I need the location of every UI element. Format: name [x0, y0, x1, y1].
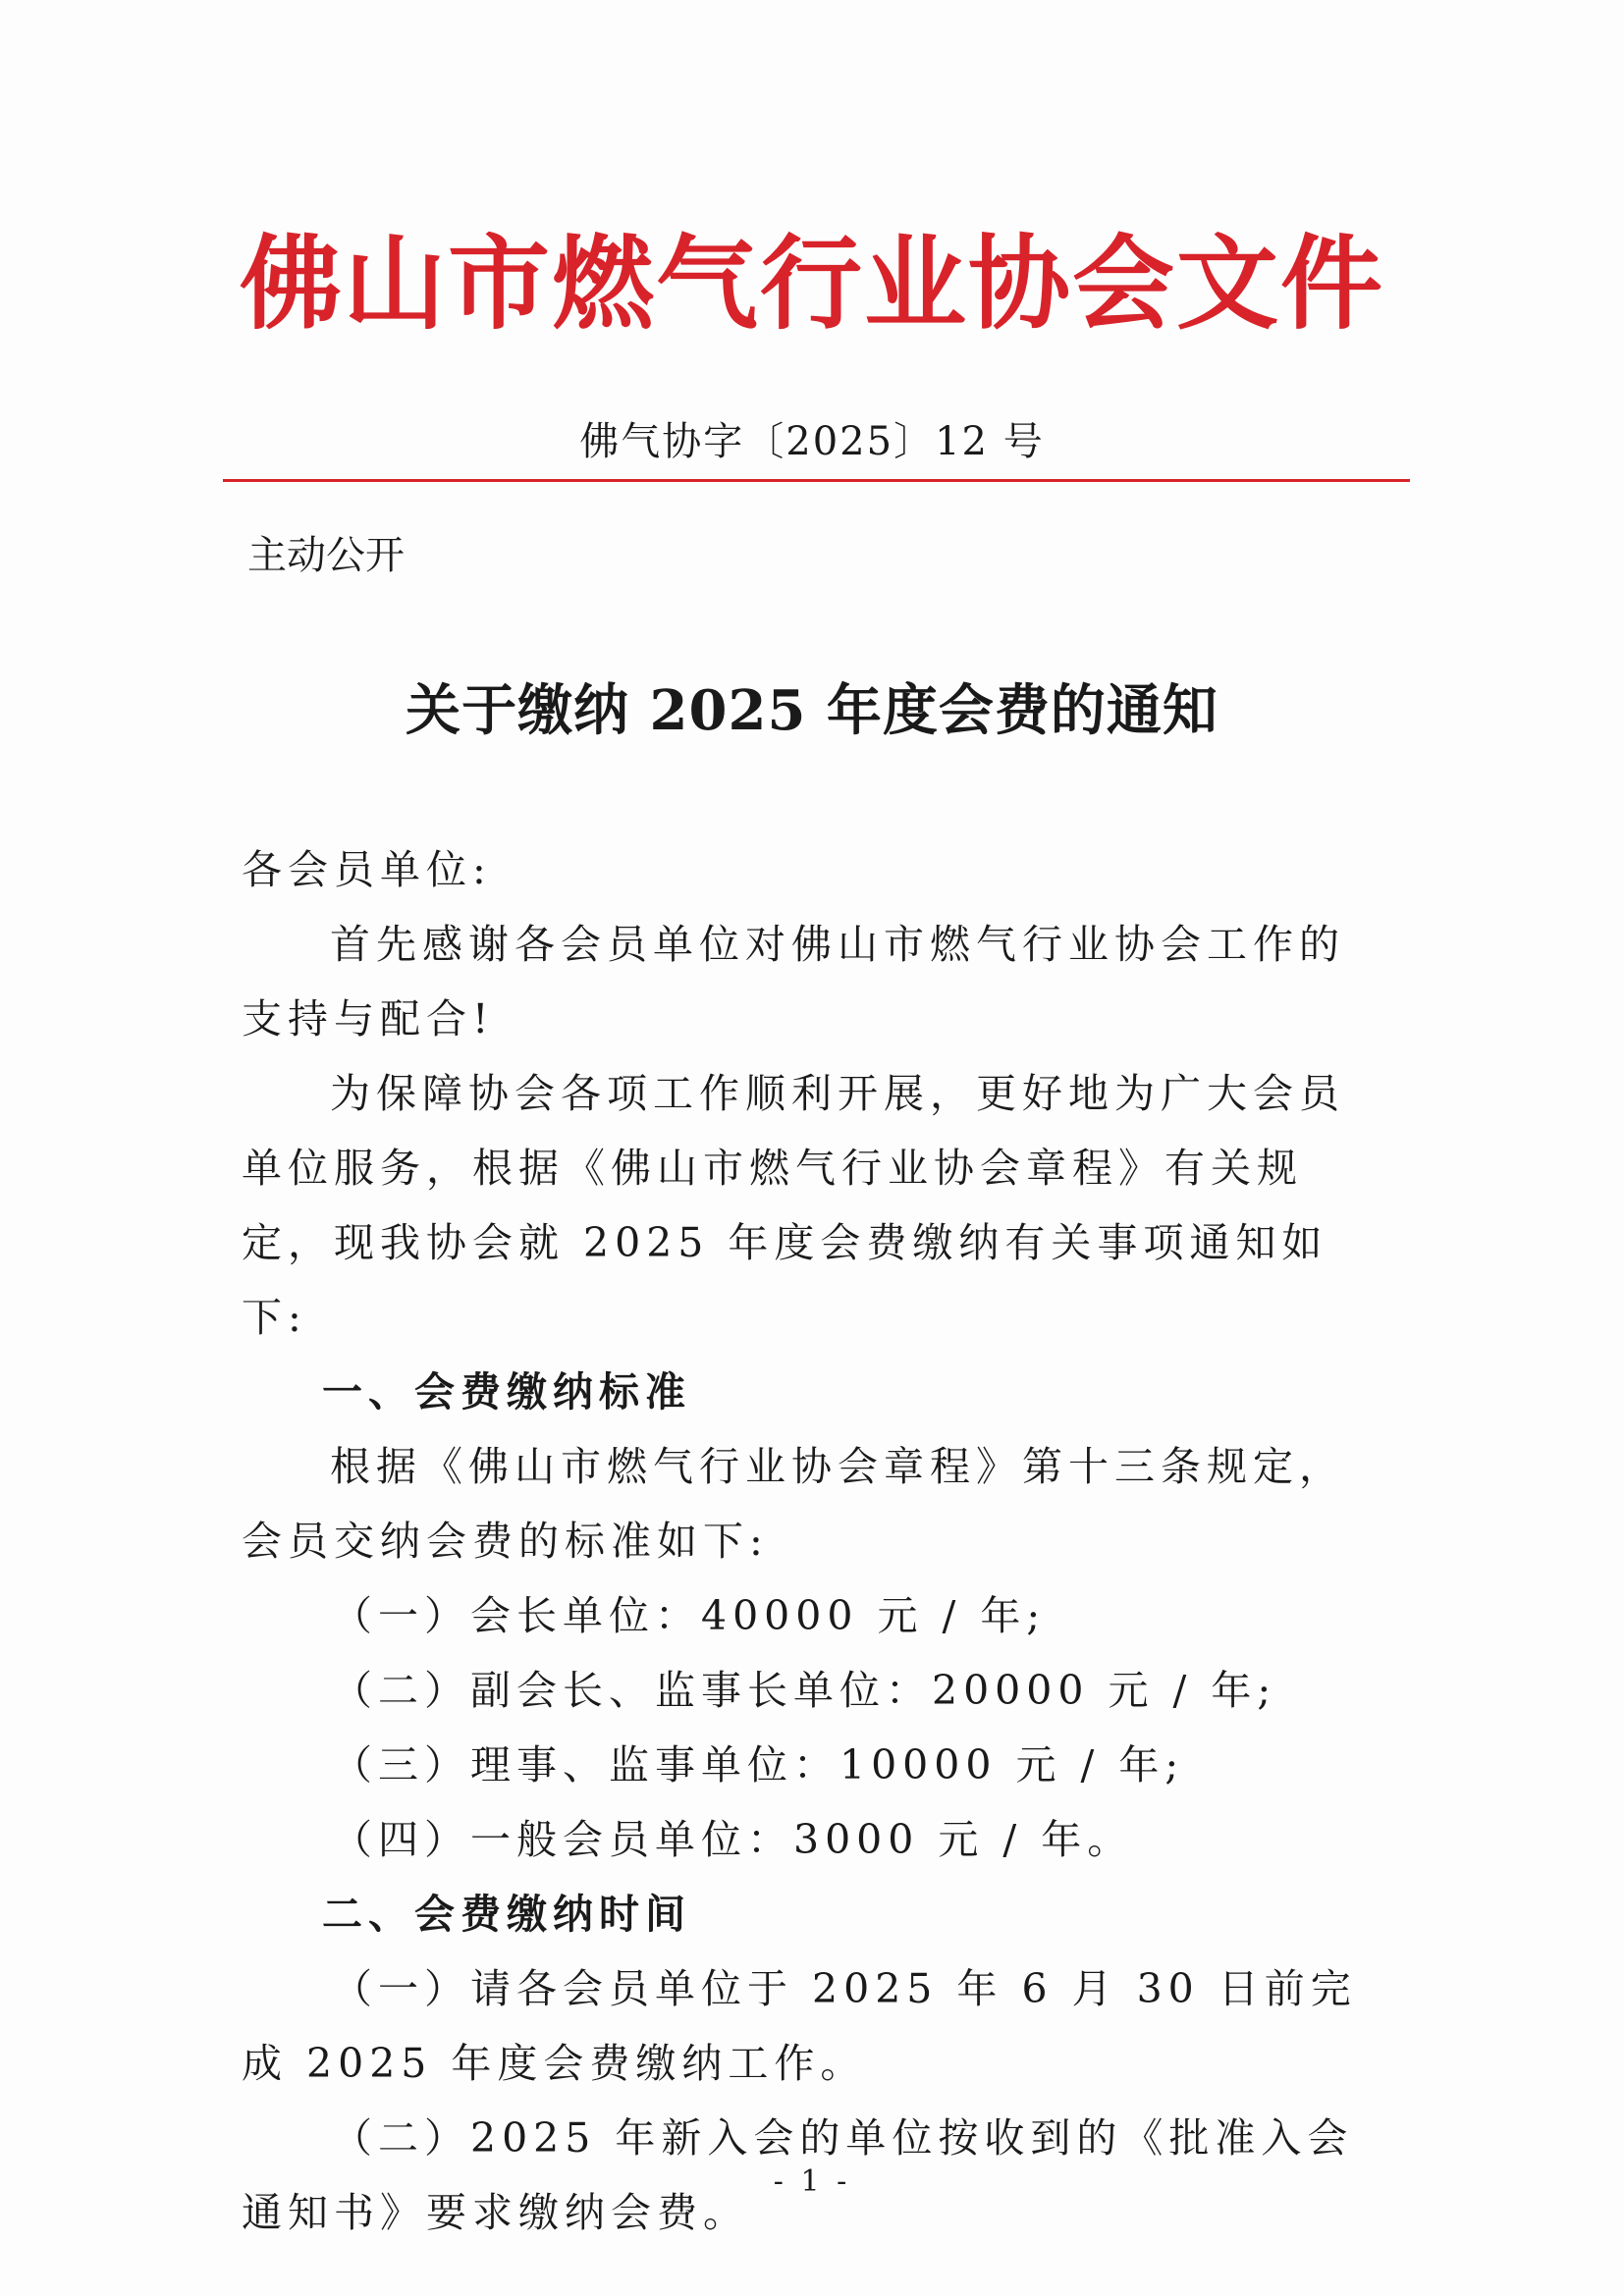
- fee-item-general-member: （四）一般会员单位：3000 元 / 年。: [332, 1816, 1134, 1863]
- fee-item-president: （一）会长单位：40000 元 / 年;: [332, 1592, 1047, 1639]
- salutation: 各会员单位:: [242, 846, 492, 893]
- time-item-deadline: （一）请各会员单位于 2025 年 6 月 30 日前完成 2025 年度会费缴纳工作。: [242, 1965, 1357, 2087]
- org-document-header: 佛山市燃气行业协会文件: [239, 224, 1384, 344]
- red-divider: [223, 479, 1410, 482]
- document-number: 佛气协字〔2025〕12 号: [579, 419, 1045, 464]
- page-number: - 1 -: [773, 2164, 851, 2199]
- document-body: [242, 832, 1385, 2250]
- disclosure-label: 主动公开: [247, 533, 405, 578]
- notice-title: 关于缴纳 2025 年度会费的通知: [406, 678, 1218, 743]
- intro-paragraph: 为保障协会各项工作顺利开展，更好地为广大会员单位服务，根据《佛山市燃气行业协会章程》有关规定，现我协会就 2025 年度会费缴纳有关事项通知如下:: [242, 1070, 1345, 1341]
- fee-item-director: （三）理事、监事单位：10000 元 / 年;: [332, 1741, 1185, 1789]
- section-heading-fee-standard: 一、会费缴纳标准: [322, 1368, 691, 1415]
- thanks-paragraph: 首先感谢各会员单位对佛山市燃气行业协会工作的支持与配合!: [242, 921, 1345, 1042]
- time-item-new-members: （二）2025 年新入会的单位按收到的《批准入会通知书》要求缴纳会费。: [242, 2114, 1354, 2236]
- section-heading-payment-time: 二、会费缴纳时间: [322, 1891, 691, 1938]
- fee-standard-intro: 根据《佛山市燃气行业协会章程》第十三条规定，会员交纳会费的标准如下:: [242, 1443, 1345, 1565]
- fee-item-vice-president: （二）副会长、监事长单位：20000 元 / 年;: [332, 1667, 1277, 1714]
